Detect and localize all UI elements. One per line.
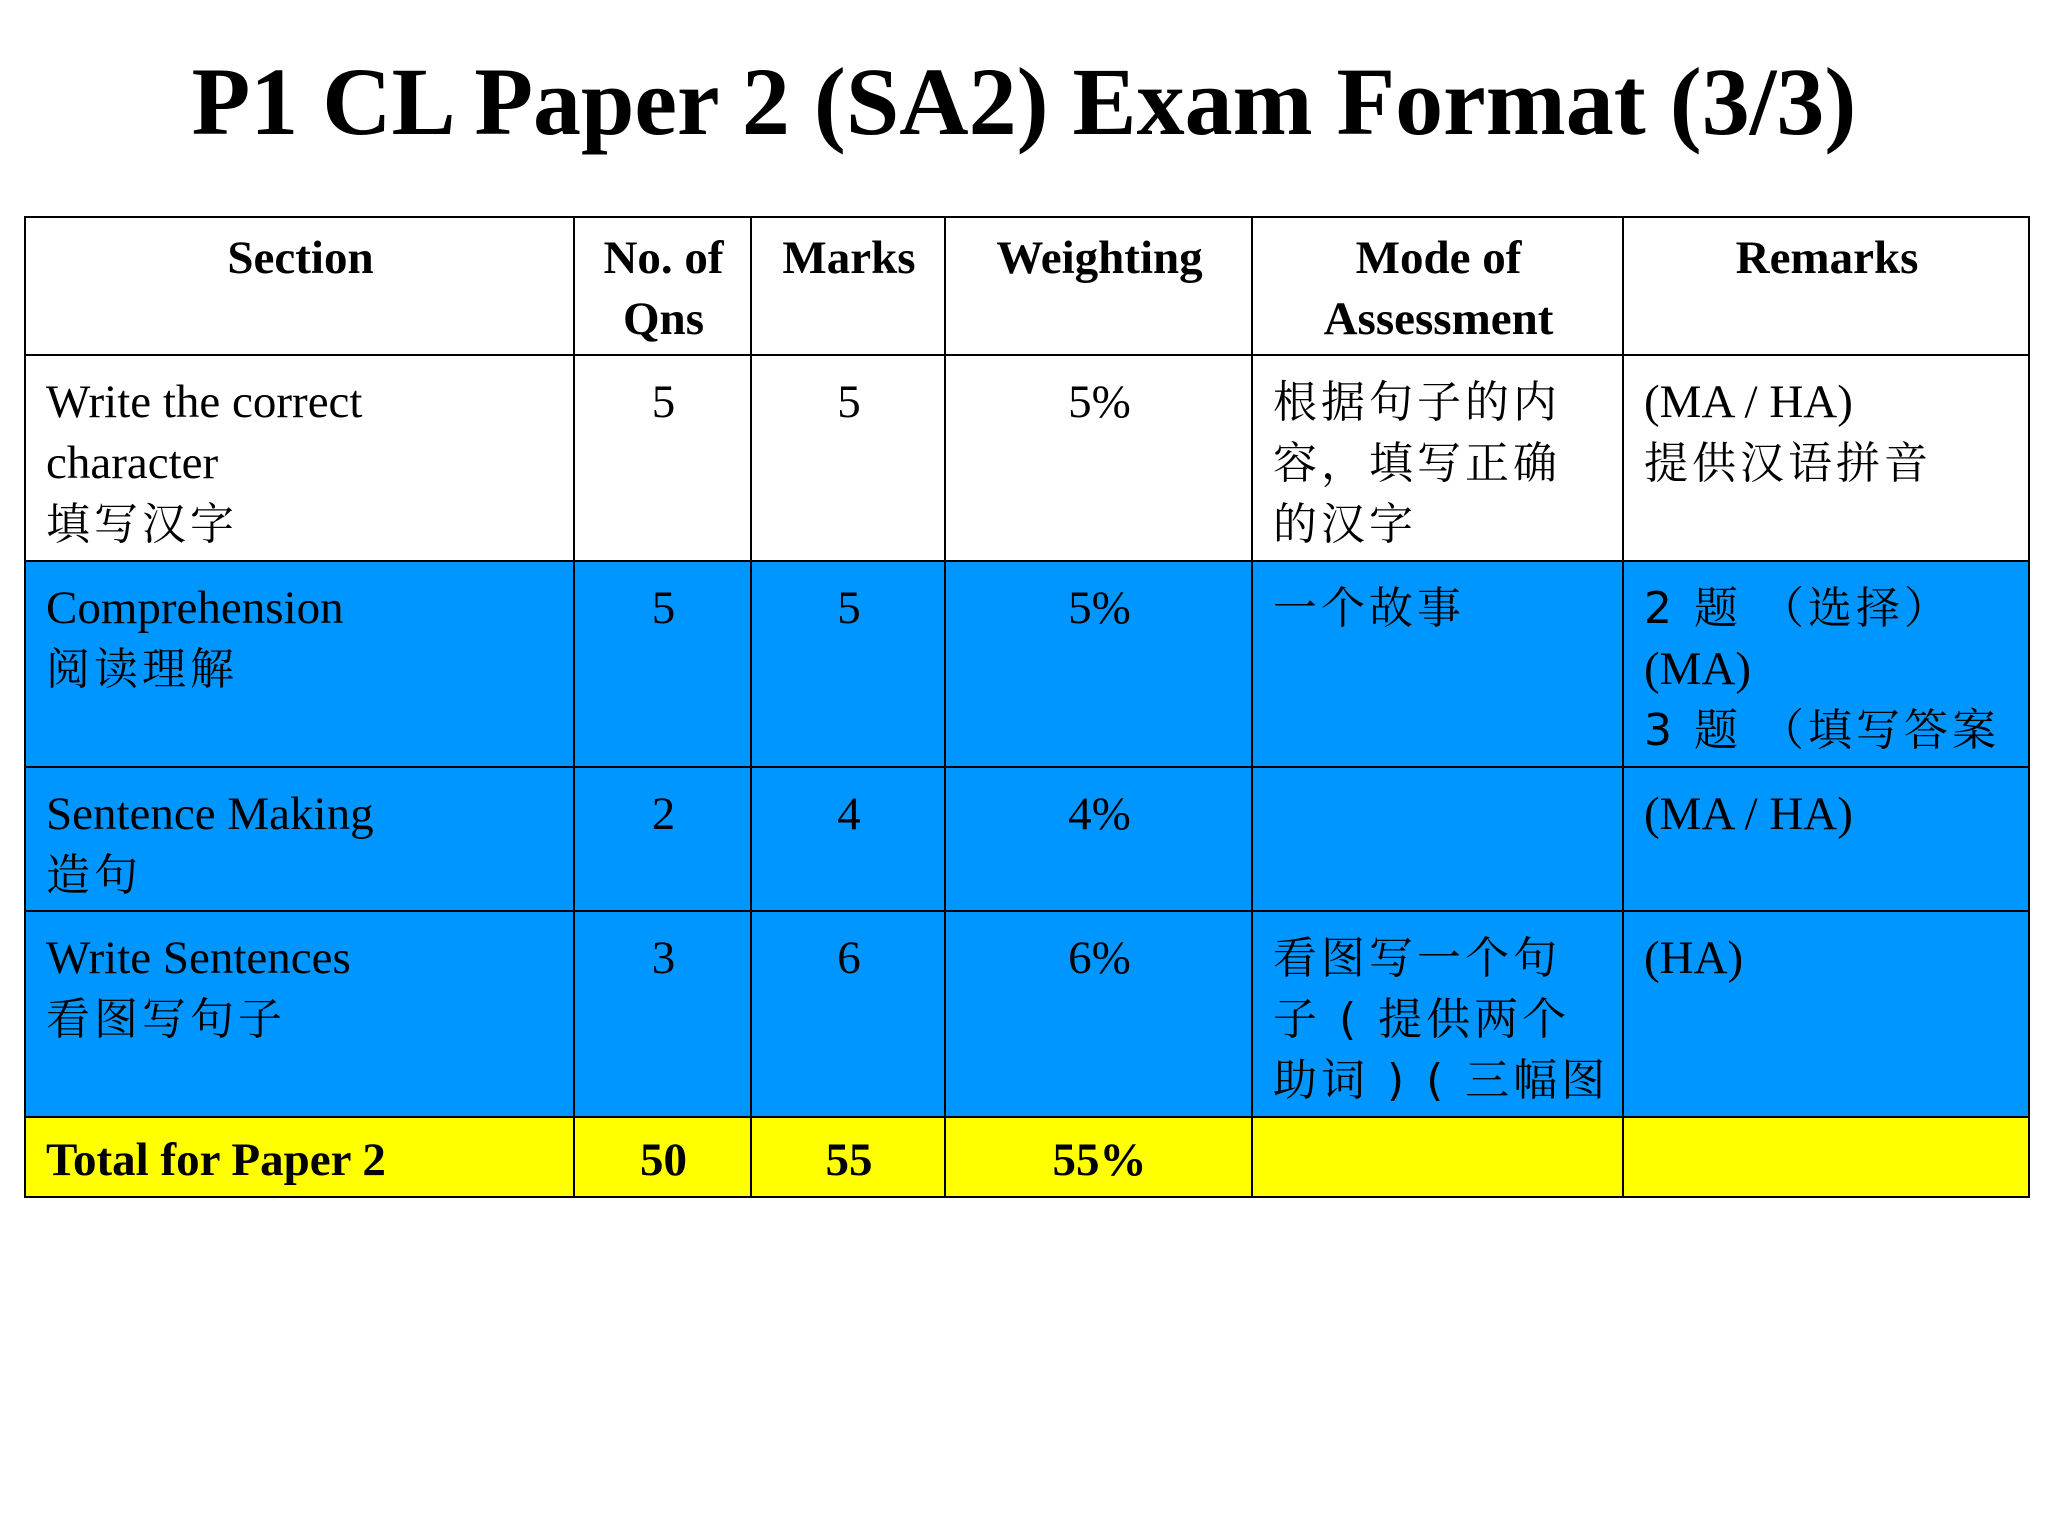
header-mode-line1: Mode of bbox=[1355, 232, 1522, 284]
remarks-line2: (MA) bbox=[1644, 643, 1752, 695]
header-section bbox=[25, 217, 574, 355]
section-en: Comprehension bbox=[46, 582, 344, 634]
header-remarks-label: Remarks bbox=[1735, 232, 1919, 284]
mode-line2: 容，填写正确 bbox=[1273, 438, 1561, 489]
cell-weighting: 6% bbox=[945, 911, 1252, 1117]
cell-total-num-qns: 50 bbox=[574, 1117, 751, 1197]
cell-marks: 6 bbox=[751, 911, 945, 1117]
cell-weighting: 5% bbox=[945, 355, 1252, 561]
section-zh: 填写汉字 bbox=[46, 499, 238, 550]
header-mode bbox=[1252, 217, 1623, 355]
table-row-comprehension bbox=[25, 561, 2029, 767]
cell-remarks bbox=[1623, 561, 2029, 767]
cell-section bbox=[25, 767, 574, 911]
header-remarks bbox=[1623, 217, 2029, 355]
cell-total-remarks bbox=[1623, 1117, 2029, 1197]
section-en: Sentence Making bbox=[46, 788, 374, 840]
mode-line1: 根据句子的内 bbox=[1273, 377, 1561, 428]
section-zh: 造句 bbox=[46, 850, 142, 901]
exam-format-table bbox=[24, 216, 2030, 1198]
cell-section bbox=[25, 911, 574, 1117]
header-num-qns-line2: Qns bbox=[623, 293, 704, 345]
cell-num-qns: 2 bbox=[574, 767, 751, 911]
cell-total-weighting: 55% bbox=[945, 1117, 1252, 1197]
header-section-label: Section bbox=[227, 232, 374, 284]
table-row-write-character bbox=[25, 355, 2029, 561]
section-zh: 看图写句子 bbox=[46, 994, 286, 1045]
cell-weighting: 4% bbox=[945, 767, 1252, 911]
mode-line2: 子 ( 提供两个 bbox=[1273, 994, 1571, 1045]
header-weighting-label: Weighting bbox=[996, 232, 1203, 284]
header-marks-label: Marks bbox=[782, 232, 916, 284]
cell-section bbox=[25, 561, 574, 767]
remarks-line1: 2 题 （选择） bbox=[1644, 583, 1952, 634]
table-row-sentence-making bbox=[25, 767, 2029, 911]
cell-num-qns: 3 bbox=[574, 911, 751, 1117]
section-en-line1: Write the correct bbox=[46, 376, 363, 428]
table-row-total bbox=[25, 1117, 2029, 1197]
section-zh: 阅读理解 bbox=[46, 644, 238, 695]
cell-mode bbox=[1252, 911, 1623, 1117]
remarks-line1: (HA) bbox=[1644, 932, 1744, 984]
mode-line1: 一个故事 bbox=[1273, 583, 1465, 634]
cell-num-qns: 5 bbox=[574, 355, 751, 561]
header-weighting bbox=[945, 217, 1252, 355]
table-row-write-sentences bbox=[25, 911, 2029, 1117]
cell-marks: 4 bbox=[751, 767, 945, 911]
cell-mode bbox=[1252, 561, 1623, 767]
remarks-line3: 3 题 （填写答案 bbox=[1644, 705, 2000, 756]
section-en-line2: character bbox=[46, 437, 219, 489]
header-num-qns bbox=[574, 217, 751, 355]
remarks-line1: (MA / HA) bbox=[1644, 376, 1853, 428]
header-mode-line2: Assessment bbox=[1323, 293, 1554, 345]
cell-mode bbox=[1252, 355, 1623, 561]
mode-line1: 看图写一个句 bbox=[1273, 933, 1561, 984]
section-en: Write Sentences bbox=[46, 932, 351, 984]
cell-total-mode bbox=[1252, 1117, 1623, 1197]
remarks-line1: (MA / HA) bbox=[1644, 788, 1853, 840]
header-num-qns-line1: No. of bbox=[603, 232, 724, 284]
table-header-row bbox=[25, 217, 2029, 355]
cell-weighting: 5% bbox=[945, 561, 1252, 767]
cell-remarks bbox=[1623, 767, 2029, 911]
cell-section bbox=[25, 355, 574, 561]
cell-marks: 5 bbox=[751, 355, 945, 561]
cell-num-qns: 5 bbox=[574, 561, 751, 767]
mode-line3: 的汉字 bbox=[1273, 499, 1417, 550]
cell-total-label: Total for Paper 2 bbox=[25, 1117, 574, 1197]
mode-line3: 助词 ) ( 三幅图 bbox=[1273, 1055, 1610, 1106]
remarks-line2: 提供汉语拼音 bbox=[1644, 438, 1932, 489]
cell-marks: 5 bbox=[751, 561, 945, 767]
cell-total-marks: 55 bbox=[751, 1117, 945, 1197]
slide-title: P1 CL Paper 2 (SA2) Exam Format (3/3) bbox=[191, 48, 1857, 155]
cell-remarks bbox=[1623, 911, 2029, 1117]
cell-mode bbox=[1252, 767, 1623, 911]
cell-remarks bbox=[1623, 355, 2029, 561]
header-marks bbox=[751, 217, 945, 355]
